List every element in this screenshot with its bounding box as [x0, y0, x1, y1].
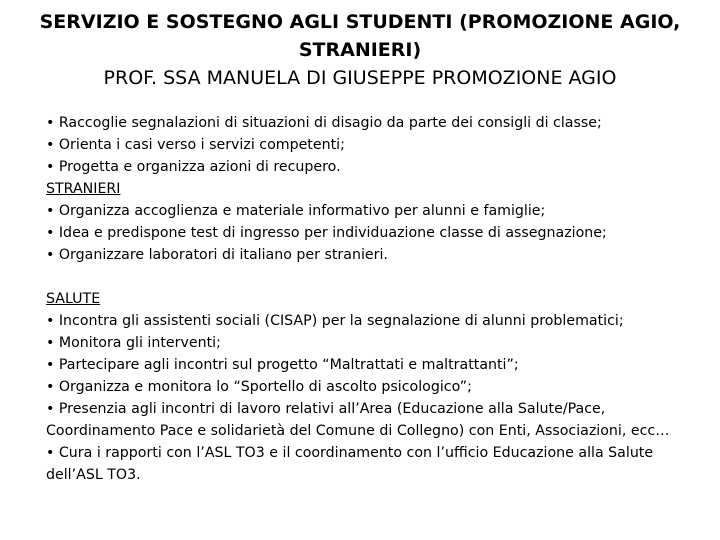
section-stranieri — [46, 178, 696, 266]
salute-heading: SALUTE — [46, 291, 101, 307]
list-item: • Partecipare agli incontri sul progetto “Maltrattati e maltrattanti”; — [46, 357, 519, 373]
list-item: • Incontra gli assistenti sociali (CISAP) per la segnalazione di alunni problematici; — [46, 313, 624, 329]
list-item-continuation: dell’ASL TO3. — [46, 467, 141, 483]
slide-title — [20, 8, 700, 92]
title-line-3: PROF. SSA MANUELA DI GIUSEPPE PROMOZIONE AGIO — [103, 67, 617, 89]
section-salute — [46, 288, 696, 486]
list-item: • Organizza e monitora lo “Sportello di ascolto psicologico”; — [46, 379, 472, 395]
list-item: • Organizza accoglienza e materiale informativo per alunni e famiglie; — [46, 203, 546, 219]
list-item: • Organizzare laboratori di italiano per stranieri. — [46, 247, 388, 263]
section-general — [46, 112, 696, 178]
list-item: • Orienta i casi verso i servizi competenti; — [46, 137, 345, 153]
list-item: • Monitora gli interventi; — [46, 335, 221, 351]
list-item: • Progetta e organizza azioni di recupero. — [46, 159, 341, 175]
stranieri-heading: STRANIERI — [46, 181, 121, 197]
blank-line — [46, 266, 696, 288]
list-item: • Idea e predispone test di ingresso per individuazione classe di assegnazione; — [46, 225, 607, 241]
list-item: • Raccoglie segnalazioni di situazioni di disagio da parte dei consigli di classe; — [46, 115, 602, 131]
title-line-2: STRANIERI) — [298, 39, 422, 61]
title-line-1: SERVIZIO E SOSTEGNO AGLI STUDENTI (PROMOZIONE AGIO, — [39, 11, 681, 33]
list-item: • Presenzia agli incontri di lavoro relativi all’Area (Educazione alla Salute/Pace, — [46, 401, 606, 417]
slide-body — [46, 112, 696, 486]
list-item: • Cura i rapporti con l’ASL TO3 e il coordinamento con l’ufficio Educazione alla Salute — [46, 445, 654, 461]
list-item-continuation: Coordinamento Pace e solidarietà del Comune di Collegno) con Enti, Associazioni, ecc… — [46, 423, 670, 439]
